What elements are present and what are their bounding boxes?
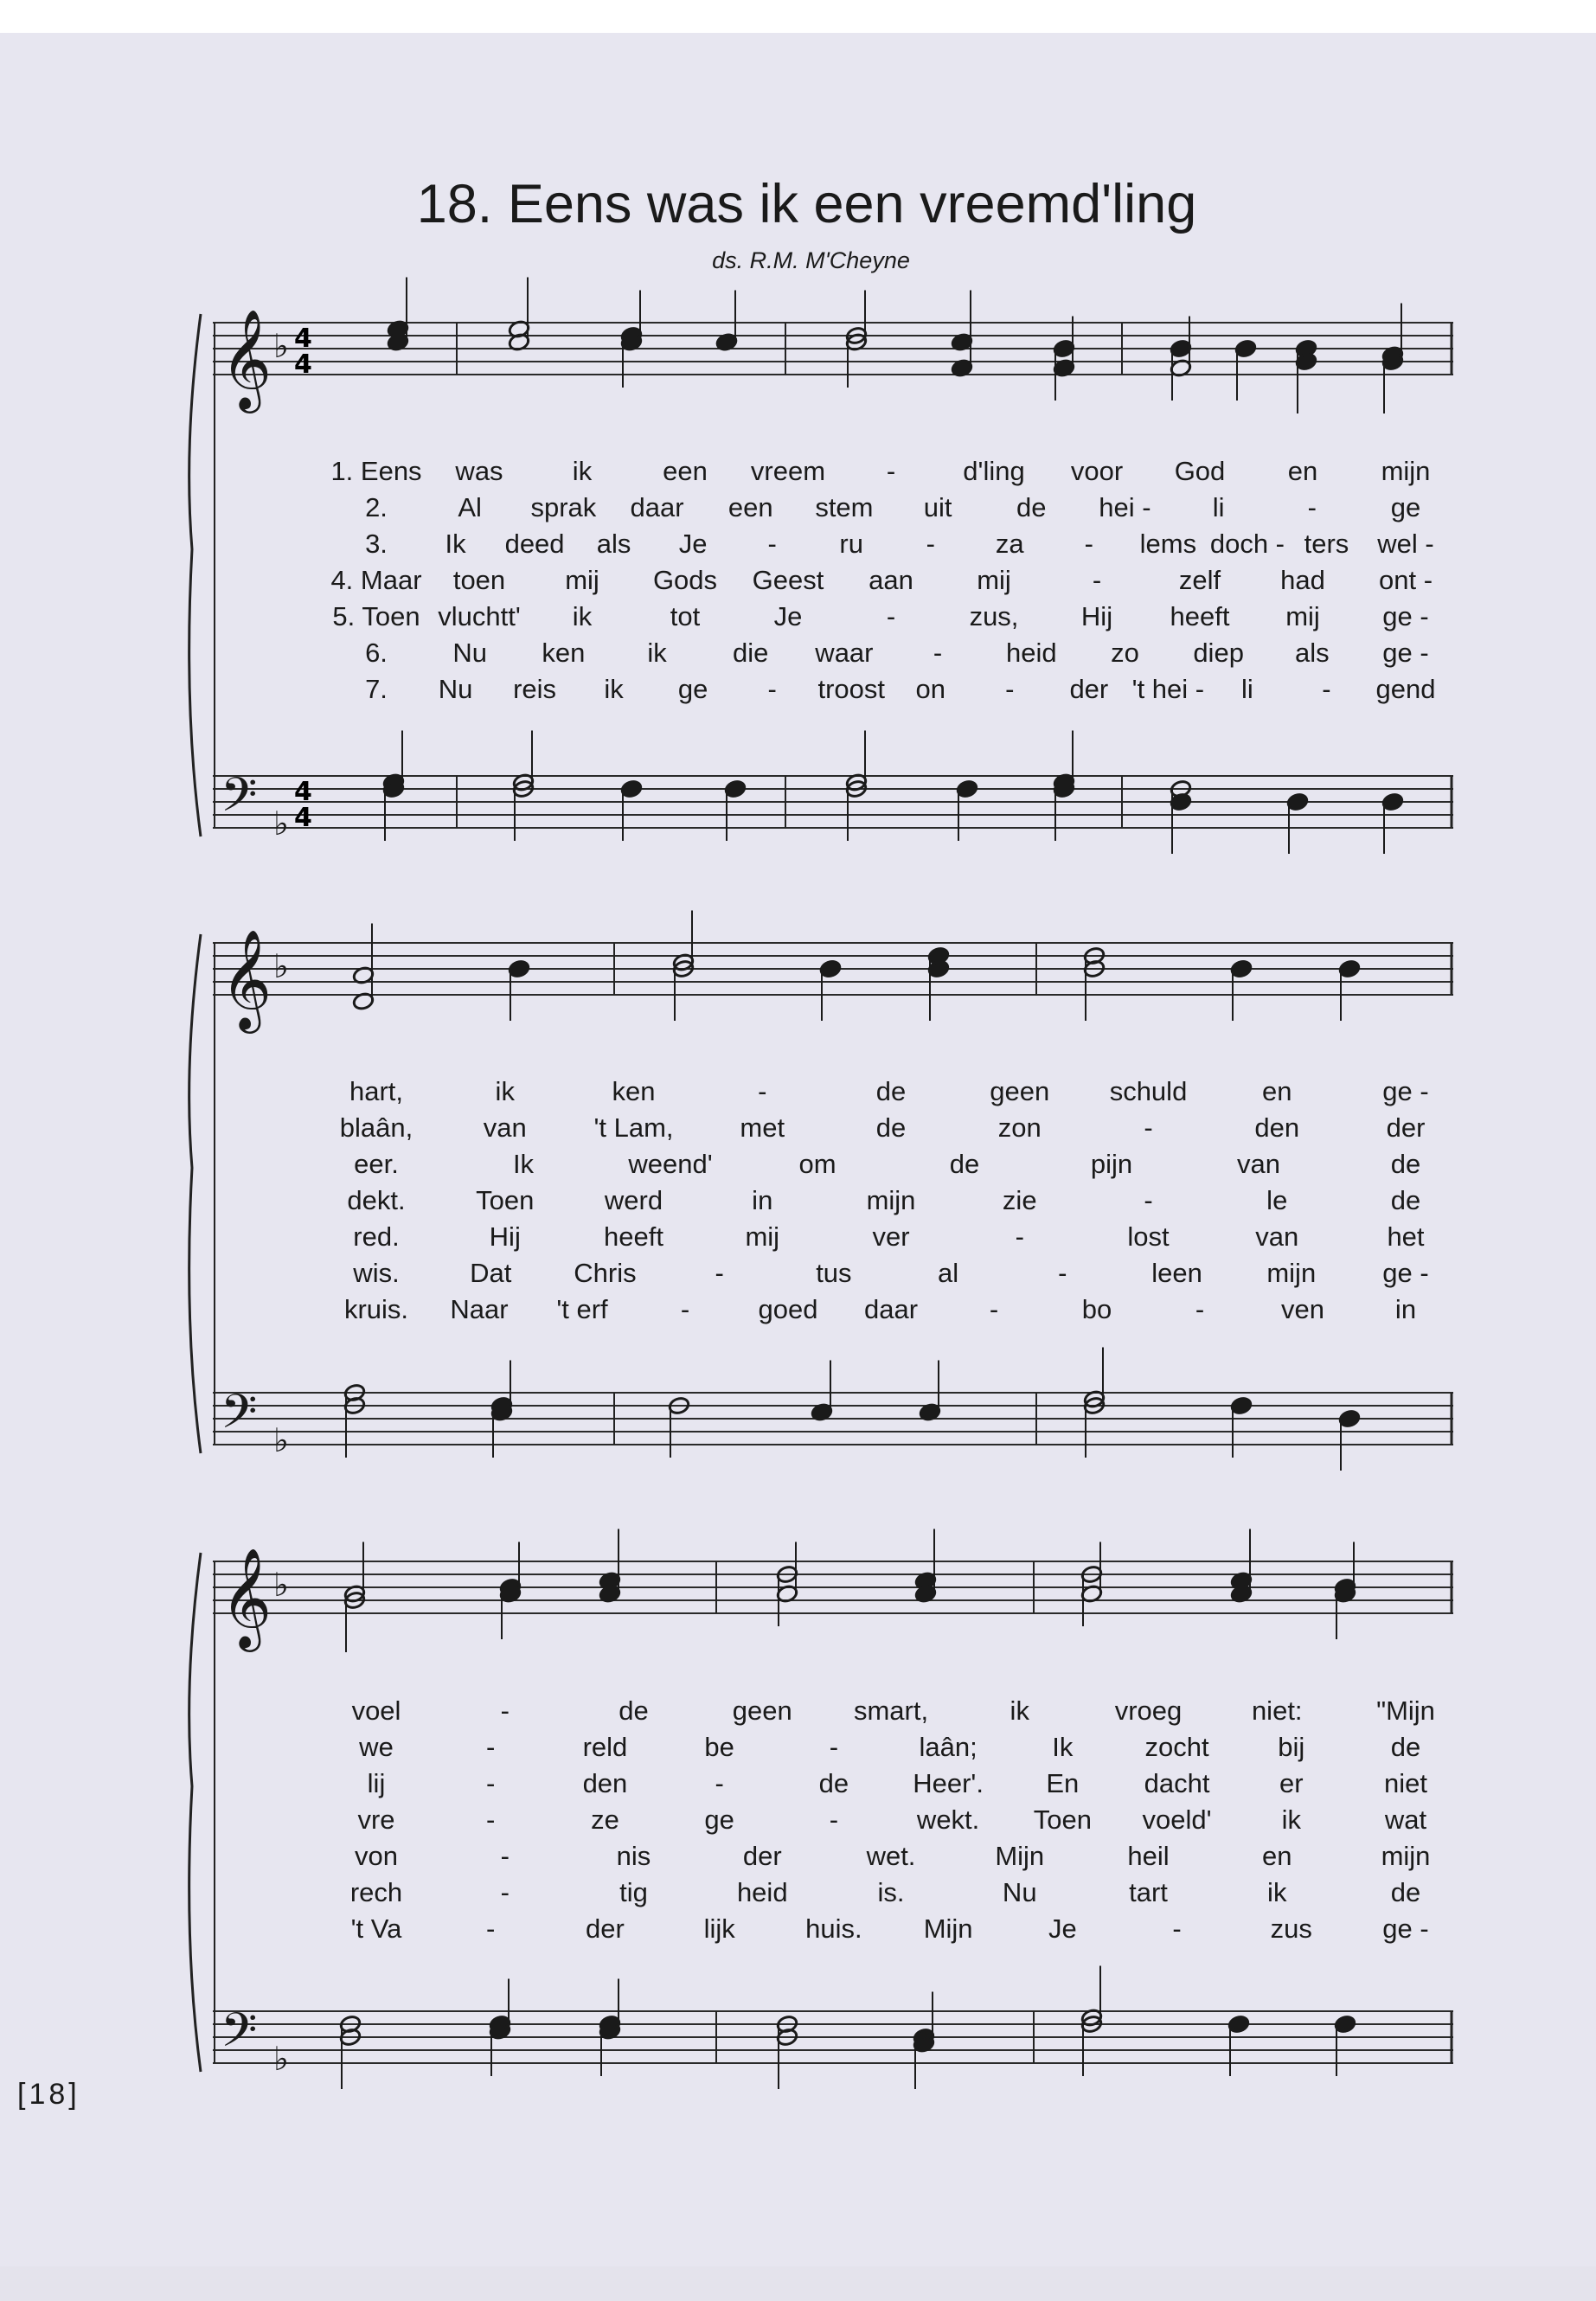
lyric-syllable: had bbox=[1280, 565, 1325, 595]
lyric-syllable: ik bbox=[495, 1076, 515, 1106]
lyric-syllable: 6. bbox=[365, 638, 388, 668]
lyric-syllable: ik bbox=[1010, 1695, 1029, 1726]
lyric-syllable: - bbox=[829, 1804, 839, 1835]
lyric-syllable: red. bbox=[353, 1221, 400, 1252]
lyric-syllable: - bbox=[715, 1258, 724, 1288]
lyric-syllable: de bbox=[1390, 1149, 1421, 1179]
lyric-syllable: 3. bbox=[365, 529, 388, 559]
lyric-syllable: bo bbox=[1081, 1294, 1112, 1324]
time-signature-denominator: 4 bbox=[294, 803, 312, 833]
lyric-line-verse-5 bbox=[0, 1220, 1596, 1254]
lyric-line-verse-6 bbox=[0, 1256, 1596, 1291]
lyric-syllable: 't hei - bbox=[1131, 674, 1205, 704]
lyric-syllable: Nu bbox=[1002, 1877, 1037, 1907]
lyric-syllable: 7. bbox=[365, 674, 388, 704]
lyric-syllable: ver bbox=[872, 1221, 910, 1252]
bass-clef-icon: 𝄢 bbox=[221, 767, 258, 834]
lyric-syllable: het bbox=[1387, 1221, 1425, 1252]
song-title: 18. Eens was ik een vreemd'ling bbox=[416, 174, 1197, 234]
lyric-line-verse-3 bbox=[0, 527, 1596, 561]
lyric-syllable: smart, bbox=[853, 1695, 929, 1726]
lyric-syllable: dacht bbox=[1144, 1768, 1210, 1798]
lyric-syllable: we bbox=[359, 1732, 394, 1762]
lyric-syllable: Dat bbox=[470, 1258, 512, 1288]
lyric-syllable: ik bbox=[1267, 1877, 1287, 1907]
lyric-syllable: - bbox=[1092, 565, 1102, 595]
lyric-syllable: hart, bbox=[349, 1076, 404, 1106]
lyric-syllable: zocht bbox=[1144, 1732, 1209, 1762]
treble-clef-icon: 𝄞 bbox=[221, 928, 272, 1029]
lyric-syllable: ken bbox=[542, 638, 586, 668]
lyric-syllable: de bbox=[1390, 1185, 1421, 1215]
lyric-syllable: tig bbox=[619, 1877, 648, 1907]
lyric-syllable: ze bbox=[591, 1804, 619, 1835]
lyric-line-verse-5 bbox=[0, 1839, 1596, 1874]
lyric-syllable: Chris bbox=[574, 1258, 637, 1288]
lyric-line-verse-6 bbox=[0, 1875, 1596, 1910]
lyric-syllable: mij bbox=[565, 565, 599, 595]
lyric-syllable: Hij bbox=[1080, 601, 1113, 631]
lyric-syllable: al bbox=[938, 1258, 959, 1288]
lyric-line-verse-2 bbox=[0, 490, 1596, 525]
lyric-syllable: ik bbox=[1281, 1804, 1301, 1835]
lyric-syllable: vre bbox=[357, 1804, 395, 1835]
lyric-syllable: Heer'. bbox=[913, 1768, 984, 1798]
lyric-syllable: zie bbox=[1002, 1185, 1037, 1215]
lyric-syllable: gend bbox=[1375, 674, 1436, 704]
lyric-syllable: Naar bbox=[450, 1294, 509, 1324]
lyric-line-verse-7 bbox=[0, 1292, 1596, 1327]
flat-key-signature-icon: ♭ bbox=[273, 947, 289, 985]
lyric-syllable: ik bbox=[572, 601, 593, 631]
lyric-syllable: als bbox=[1294, 638, 1330, 668]
lyric-syllable: deed bbox=[504, 529, 565, 559]
treble-clef-icon: 𝄞 bbox=[221, 308, 272, 409]
lyric-syllable: d'ling bbox=[963, 456, 1025, 486]
lyric-syllable: stem bbox=[815, 492, 874, 522]
lyric-syllable: von bbox=[355, 1841, 398, 1871]
flat-key-signature-icon: ♭ bbox=[273, 2040, 289, 2078]
lyric-syllable: van bbox=[1255, 1221, 1299, 1252]
lyric-syllable: be bbox=[704, 1732, 734, 1762]
lyric-syllable: weend' bbox=[628, 1149, 713, 1179]
lyric-syllable: ken bbox=[612, 1076, 656, 1106]
lyric-syllable: tus bbox=[816, 1258, 852, 1288]
lyric-syllable: reis bbox=[513, 674, 557, 704]
lyric-syllable: on bbox=[915, 674, 946, 704]
lyric-syllable: wel - bbox=[1377, 529, 1434, 559]
lyric-syllable: waar bbox=[815, 638, 874, 668]
lyric-syllable: Ik bbox=[512, 1149, 535, 1179]
lyric-syllable: Nu bbox=[438, 674, 473, 704]
lyric-syllable: blaân, bbox=[339, 1112, 413, 1143]
lyric-syllable: der bbox=[1069, 674, 1109, 704]
lyric-syllable: geen bbox=[990, 1076, 1050, 1106]
lyric-syllable: wis. bbox=[353, 1258, 400, 1288]
lyric-syllable: Gods bbox=[652, 565, 718, 595]
time-signature-numerator: 4 bbox=[294, 777, 312, 807]
lyric-syllable: der bbox=[586, 1913, 625, 1944]
lyric-syllable: mijn bbox=[1381, 456, 1431, 486]
lyric-line-verse-1 bbox=[0, 1694, 1596, 1728]
lyric-syllable: - bbox=[1005, 674, 1015, 704]
lyric-line-verse-4 bbox=[0, 563, 1596, 598]
lyric-syllable: ik bbox=[604, 674, 624, 704]
lyric-syllable: - bbox=[486, 1804, 496, 1835]
lyric-syllable: - bbox=[767, 674, 777, 704]
lyric-syllable: van bbox=[483, 1112, 527, 1143]
lyric-syllable: ge bbox=[677, 674, 708, 704]
lyric-syllable: goed bbox=[758, 1294, 818, 1324]
lyric-syllable: - bbox=[1172, 1913, 1182, 1944]
lyric-syllable: ik bbox=[647, 638, 667, 668]
lyric-line-verse-3 bbox=[0, 1766, 1596, 1801]
lyric-syllable: bij bbox=[1278, 1732, 1305, 1762]
lyric-syllable: voor bbox=[1070, 456, 1124, 486]
lyric-syllable: wekt. bbox=[916, 1804, 980, 1835]
lyric-syllable: wat bbox=[1384, 1804, 1427, 1835]
lyric-syllable: za bbox=[995, 529, 1024, 559]
lyric-syllable: mij bbox=[1285, 601, 1320, 631]
lyric-syllable: en bbox=[1262, 1076, 1292, 1106]
lyric-syllable: - bbox=[829, 1732, 839, 1762]
lyric-syllable: Ik bbox=[1052, 1732, 1074, 1762]
lyric-syllable: Hij bbox=[489, 1221, 521, 1252]
lyric-syllable: nis bbox=[616, 1841, 651, 1871]
lyric-syllable: voel bbox=[351, 1695, 401, 1726]
lyric-syllable: kruis. bbox=[343, 1294, 409, 1324]
lyric-syllable: uit bbox=[923, 492, 952, 522]
lyric-syllable: - bbox=[1322, 674, 1331, 704]
lyric-syllable: diep bbox=[1193, 638, 1244, 668]
lyric-syllable: mijn bbox=[1381, 1841, 1431, 1871]
lyric-syllable: - bbox=[933, 638, 943, 668]
lyric-syllable: lost bbox=[1127, 1221, 1170, 1252]
lyric-line-verse-4 bbox=[0, 1803, 1596, 1837]
lyric-syllable: - bbox=[486, 1768, 496, 1798]
lyric-syllable: li bbox=[1212, 492, 1225, 522]
lyric-syllable: ont - bbox=[1378, 565, 1433, 595]
lyric-syllable: Mijn bbox=[923, 1913, 973, 1944]
lyric-syllable: ge - bbox=[1382, 1258, 1429, 1288]
lyric-syllable: vroeg bbox=[1114, 1695, 1183, 1726]
lyric-syllable: Nu bbox=[452, 638, 487, 668]
lyric-syllable: zelf bbox=[1178, 565, 1221, 595]
lyric-syllable: heeft bbox=[604, 1221, 663, 1252]
lyric-syllable: tot bbox=[670, 601, 701, 631]
lyric-syllable: daar bbox=[630, 492, 684, 522]
lyric-syllable: - bbox=[680, 1294, 690, 1324]
lyric-syllable: ters bbox=[1304, 529, 1349, 559]
lyric-syllable: de bbox=[949, 1149, 980, 1179]
lyric-syllable: - bbox=[767, 529, 777, 559]
lyric-syllable: ge - bbox=[1382, 638, 1429, 668]
lyric-syllable: en bbox=[1262, 1841, 1292, 1871]
lyric-syllable: een bbox=[663, 456, 708, 486]
lyric-line-verse-5 bbox=[0, 599, 1596, 634]
lyric-syllable: der bbox=[1386, 1112, 1426, 1143]
lyric-syllable: heeft bbox=[1170, 601, 1230, 631]
lyric-syllable: heid bbox=[736, 1877, 788, 1907]
lyric-syllable: wet. bbox=[866, 1841, 916, 1871]
lyric-syllable: - bbox=[715, 1768, 724, 1798]
lyric-syllable: schuld bbox=[1109, 1076, 1188, 1106]
lyric-line-verse-6 bbox=[0, 636, 1596, 670]
lyric-line-verse-2 bbox=[0, 1111, 1596, 1145]
bass-clef-icon: 𝄢 bbox=[221, 2003, 258, 2069]
page-number: [18] bbox=[17, 2078, 80, 2111]
lyric-syllable: - bbox=[1084, 529, 1094, 559]
lyric-syllable: ru bbox=[839, 529, 864, 559]
lyric-syllable: rech bbox=[349, 1877, 403, 1907]
lyric-syllable: huis. bbox=[805, 1913, 862, 1944]
lyric-syllable: een bbox=[727, 492, 773, 522]
lyric-syllable: mij bbox=[745, 1221, 780, 1252]
lyric-syllable: Je bbox=[773, 601, 803, 631]
lyric-syllable: vluchtt' bbox=[438, 601, 521, 631]
lyric-syllable: Je bbox=[678, 529, 708, 559]
song-author: ds. R.M. M'Cheyne bbox=[712, 247, 910, 273]
lyric-line-verse-7 bbox=[0, 1912, 1596, 1946]
lyric-syllable: den bbox=[582, 1768, 628, 1798]
lyric-syllable: ven bbox=[1281, 1294, 1324, 1324]
lyric-line-verse-1 bbox=[0, 454, 1596, 489]
lyric-syllable: de bbox=[619, 1695, 649, 1726]
lyric-syllable: God bbox=[1174, 456, 1226, 486]
lyric-syllable: van bbox=[1237, 1149, 1280, 1179]
lyric-syllable: - bbox=[500, 1695, 510, 1726]
lyric-syllable: de bbox=[1016, 492, 1047, 522]
lyric-syllable: - bbox=[500, 1841, 510, 1871]
lyric-line-verse-2 bbox=[0, 1730, 1596, 1765]
lyric-syllable: mij bbox=[977, 565, 1011, 595]
lyric-syllable: heid bbox=[1005, 638, 1057, 668]
lyric-syllable: lems bbox=[1139, 529, 1197, 559]
time-signature-denominator: 4 bbox=[294, 349, 312, 380]
lyric-syllable: mijn bbox=[866, 1185, 916, 1215]
lyric-syllable: - bbox=[886, 601, 896, 631]
lyric-line-verse-1 bbox=[0, 1074, 1596, 1109]
lyric-syllable: 1. Eens bbox=[330, 456, 422, 486]
lyric-syllable: Mijn bbox=[995, 1841, 1045, 1871]
lyric-syllable: in bbox=[1394, 1294, 1417, 1324]
lyric-syllable: - bbox=[486, 1732, 496, 1762]
lyric-syllable: - bbox=[926, 529, 935, 559]
lyric-syllable: - bbox=[1058, 1258, 1067, 1288]
lyric-syllable: laân; bbox=[919, 1732, 977, 1762]
lyric-line-verse-3 bbox=[0, 1147, 1596, 1182]
lyric-syllable: - bbox=[486, 1913, 496, 1944]
lyric-syllable: zus, bbox=[969, 601, 1019, 631]
lyric-syllable: er bbox=[1279, 1768, 1304, 1798]
lyric-syllable: 2. bbox=[365, 492, 388, 522]
lyric-syllable: ge - bbox=[1382, 601, 1429, 631]
lyric-syllable: lij bbox=[367, 1768, 386, 1798]
lyric-syllable: is. bbox=[877, 1877, 905, 1907]
lyric-syllable: zon bbox=[997, 1112, 1042, 1143]
lyric-syllable: in bbox=[752, 1185, 773, 1215]
lyric-syllable: der bbox=[742, 1841, 782, 1871]
flat-key-signature-icon: ♭ bbox=[273, 327, 289, 365]
flat-key-signature-icon: ♭ bbox=[273, 804, 289, 843]
lyric-syllable: de bbox=[1390, 1877, 1421, 1907]
lyric-syllable: was bbox=[455, 456, 503, 486]
treble-clef-icon: 𝄞 bbox=[221, 1547, 272, 1648]
lyric-syllable: zo bbox=[1111, 638, 1139, 668]
time-signature-numerator: 4 bbox=[294, 324, 312, 354]
lyric-syllable: - bbox=[1195, 1294, 1205, 1324]
lyric-syllable: toen bbox=[452, 565, 506, 595]
lyric-syllable: tart bbox=[1129, 1877, 1168, 1907]
lyric-syllable: geen bbox=[732, 1695, 792, 1726]
lyric-line-verse-4 bbox=[0, 1183, 1596, 1218]
lyric-syllable: als bbox=[596, 529, 631, 559]
lyric-syllable: 't erf bbox=[556, 1294, 608, 1324]
lyric-syllable: om bbox=[798, 1149, 836, 1179]
lyric-syllable: niet: bbox=[1251, 1695, 1303, 1726]
lyric-syllable: mijn bbox=[1266, 1258, 1317, 1288]
lyric-syllable: ge - bbox=[1382, 1913, 1429, 1944]
lyric-syllable: le bbox=[1266, 1185, 1288, 1215]
lyric-syllable: den bbox=[1254, 1112, 1300, 1143]
lyric-syllable: voeld' bbox=[1142, 1804, 1212, 1835]
lyric-syllable: - bbox=[1015, 1221, 1024, 1252]
lyric-syllable: ge - bbox=[1382, 1076, 1429, 1106]
flat-key-signature-icon: ♭ bbox=[273, 1421, 289, 1459]
lyric-syllable: werd bbox=[604, 1185, 663, 1215]
lyric-syllable: vreem bbox=[750, 456, 826, 486]
lyric-syllable: die bbox=[733, 638, 769, 668]
lyric-syllable: de bbox=[875, 1112, 907, 1143]
lyric-syllable: Toen bbox=[476, 1185, 535, 1215]
lyric-syllable: lijk bbox=[703, 1913, 735, 1944]
lyric-syllable: niet bbox=[1384, 1768, 1427, 1798]
lyric-syllable: met bbox=[740, 1112, 785, 1143]
flat-key-signature-icon: ♭ bbox=[273, 1566, 289, 1604]
lyric-syllable: zus bbox=[1270, 1913, 1312, 1944]
lyric-syllable: 5. Toen bbox=[332, 601, 420, 631]
lyric-syllable: aan bbox=[869, 565, 913, 595]
lyric-syllable: - bbox=[886, 456, 896, 486]
lyric-syllable: Toen bbox=[1033, 1804, 1092, 1835]
lyric-syllable: 't Lam, bbox=[593, 1112, 674, 1143]
lyric-syllable: de bbox=[875, 1076, 907, 1106]
lyric-syllable: dekt. bbox=[347, 1185, 406, 1215]
lyric-syllable: troost bbox=[817, 674, 885, 704]
lyric-syllable: daar bbox=[863, 1294, 919, 1324]
lyric-syllable: pijn bbox=[1090, 1149, 1133, 1179]
lyric-syllable: - bbox=[1307, 492, 1317, 522]
lyric-syllable: 4. Maar bbox=[330, 565, 422, 595]
lyric-syllable: - bbox=[1144, 1112, 1153, 1143]
lyric-syllable: ik bbox=[572, 456, 593, 486]
lyric-syllable: 't Va bbox=[350, 1913, 402, 1944]
lyric-syllable: reld bbox=[582, 1732, 628, 1762]
lyric-syllable: heil bbox=[1127, 1841, 1170, 1871]
lyric-syllable: leen bbox=[1151, 1258, 1202, 1288]
lyric-syllable: li bbox=[1241, 674, 1253, 704]
lyric-syllable: "Mijn bbox=[1376, 1695, 1435, 1726]
lyric-syllable: En bbox=[1046, 1768, 1080, 1798]
lyric-syllable: - bbox=[758, 1076, 767, 1106]
lyric-syllable: ge bbox=[704, 1804, 734, 1835]
lyric-syllable: Geest bbox=[752, 565, 824, 595]
lyric-syllable: hei - bbox=[1099, 492, 1151, 522]
bass-clef-icon: 𝄢 bbox=[221, 1384, 258, 1451]
lyric-syllable: ge bbox=[1390, 492, 1421, 522]
lyric-syllable: Al bbox=[458, 492, 482, 522]
lyric-syllable: - bbox=[500, 1877, 510, 1907]
lyric-syllable: Ik bbox=[445, 529, 466, 559]
lyric-syllable: de bbox=[818, 1768, 849, 1798]
lyric-line-verse-7 bbox=[0, 672, 1596, 707]
lyric-syllable: eer. bbox=[354, 1149, 399, 1179]
lyric-syllable: sprak bbox=[530, 492, 597, 522]
lyric-syllable: Je bbox=[1048, 1913, 1077, 1944]
lyric-syllable: en bbox=[1287, 456, 1318, 486]
lyric-syllable: de bbox=[1390, 1732, 1421, 1762]
lyric-syllable: - bbox=[1144, 1185, 1153, 1215]
lyric-syllable: doch - bbox=[1209, 529, 1285, 559]
lyric-syllable: - bbox=[989, 1294, 999, 1324]
